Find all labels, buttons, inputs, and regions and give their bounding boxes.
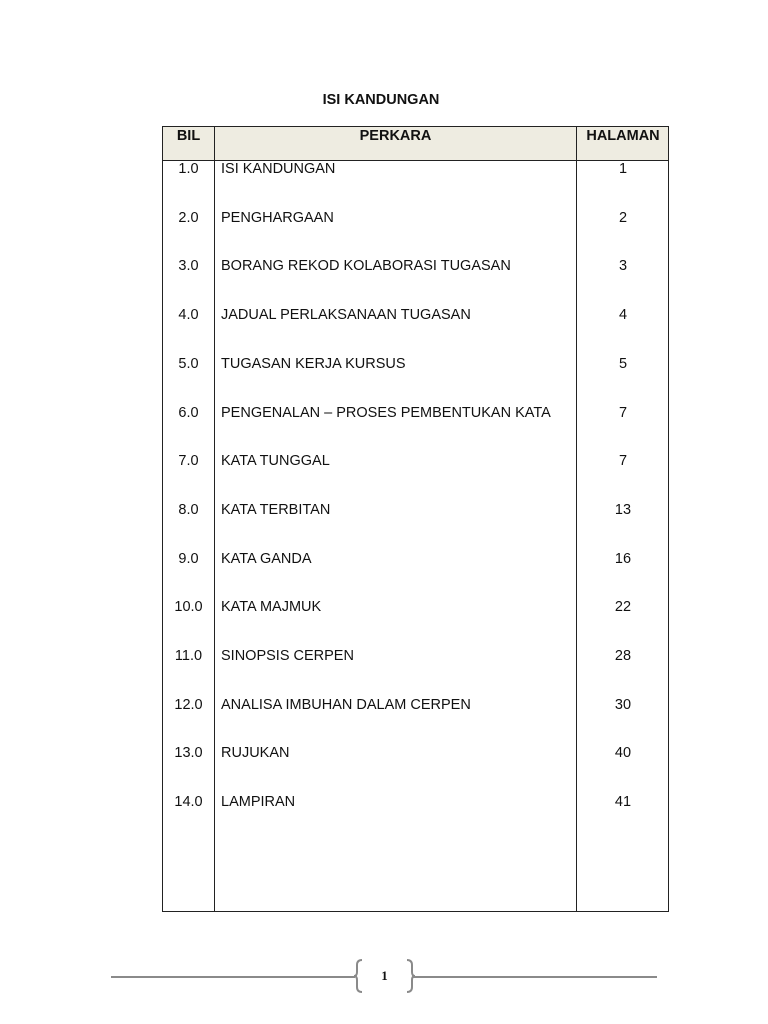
table-row: [163, 405, 668, 429]
table-row: [163, 648, 668, 672]
row-perkara: SINOPSIS CERPEN: [221, 648, 354, 664]
row-perkara: ISI KANDUNGAN: [221, 161, 336, 177]
row-perkara: KATA TUNGGAL: [221, 453, 330, 470]
row-bil: 1.0: [178, 161, 199, 177]
row-perkara: PENGHARGAAN: [221, 209, 334, 226]
row-bil: 6.0: [178, 404, 199, 421]
row-halaman: 7: [618, 404, 628, 421]
row-halaman: 22: [614, 599, 632, 616]
row-halaman: 13: [614, 501, 632, 518]
table-row: [163, 599, 668, 623]
row-perkara: BORANG REKOD KOLABORASI TUGASAN: [221, 258, 511, 275]
header-bil: BIL: [176, 128, 201, 144]
row-bil: 2.0: [178, 209, 199, 226]
row-bil: 14.0: [174, 794, 203, 811]
left-brace-icon: [354, 958, 364, 994]
row-halaman: 16: [614, 550, 632, 567]
row-bil: 13.0: [174, 745, 203, 762]
row-halaman: 1: [618, 161, 628, 177]
row-halaman: 4: [618, 307, 628, 324]
row-perkara: PENGENALAN – PROSES PEMBENTUKAN KATA: [221, 404, 551, 421]
row-bil: 12.0: [174, 696, 203, 713]
footer-rule-right: [413, 976, 657, 978]
row-halaman: 40: [614, 745, 632, 762]
table-row: [163, 551, 668, 575]
row-bil: 3.0: [178, 258, 199, 275]
page-footer: [111, 958, 657, 994]
row-bil: 10.0: [174, 599, 203, 616]
row-perkara: KATA TERBITAN: [221, 501, 331, 518]
row-perkara: TUGASAN KERJA KURSUS: [221, 355, 406, 372]
table-of-contents: [162, 126, 669, 912]
row-halaman: 28: [614, 648, 632, 664]
row-halaman: 30: [614, 696, 632, 713]
table-row: [163, 210, 668, 234]
table-row: [163, 502, 668, 526]
row-bil: 5.0: [178, 355, 199, 372]
table-row: [163, 356, 668, 380]
table-row: [163, 453, 668, 477]
row-perkara: KATA MAJMUK: [221, 599, 322, 616]
row-bil: 4.0: [178, 307, 199, 324]
table-row: [163, 697, 668, 721]
row-halaman: 2: [618, 209, 628, 226]
table-row: [163, 794, 668, 818]
footer-rule-left: [111, 976, 355, 978]
row-bil: 11.0: [174, 648, 203, 664]
header-halaman: HALAMAN: [586, 128, 660, 144]
table-row: [163, 161, 668, 185]
table-row: [163, 258, 668, 282]
row-perkara: KATA GANDA: [221, 550, 312, 567]
page-number: 1: [381, 968, 388, 983]
row-bil: 7.0: [178, 453, 199, 470]
row-perkara: ANALISA IMBUHAN DALAM CERPEN: [221, 696, 471, 713]
table-row: [163, 745, 668, 769]
document-title: ISI KANDUNGAN: [322, 92, 440, 108]
header-perkara: PERKARA: [359, 128, 432, 144]
row-bil: 8.0: [178, 501, 199, 518]
row-perkara: RUJUKAN: [221, 745, 290, 762]
row-bil: 9.0: [178, 550, 199, 567]
row-halaman: 3: [618, 258, 628, 275]
row-perkara: JADUAL PERLAKSANAAN TUGASAN: [221, 307, 471, 324]
row-perkara: LAMPIRAN: [221, 794, 296, 811]
row-halaman: 41: [614, 794, 632, 811]
table-row: [163, 307, 668, 331]
row-halaman: 5: [618, 355, 628, 372]
row-halaman: 7: [618, 453, 628, 470]
